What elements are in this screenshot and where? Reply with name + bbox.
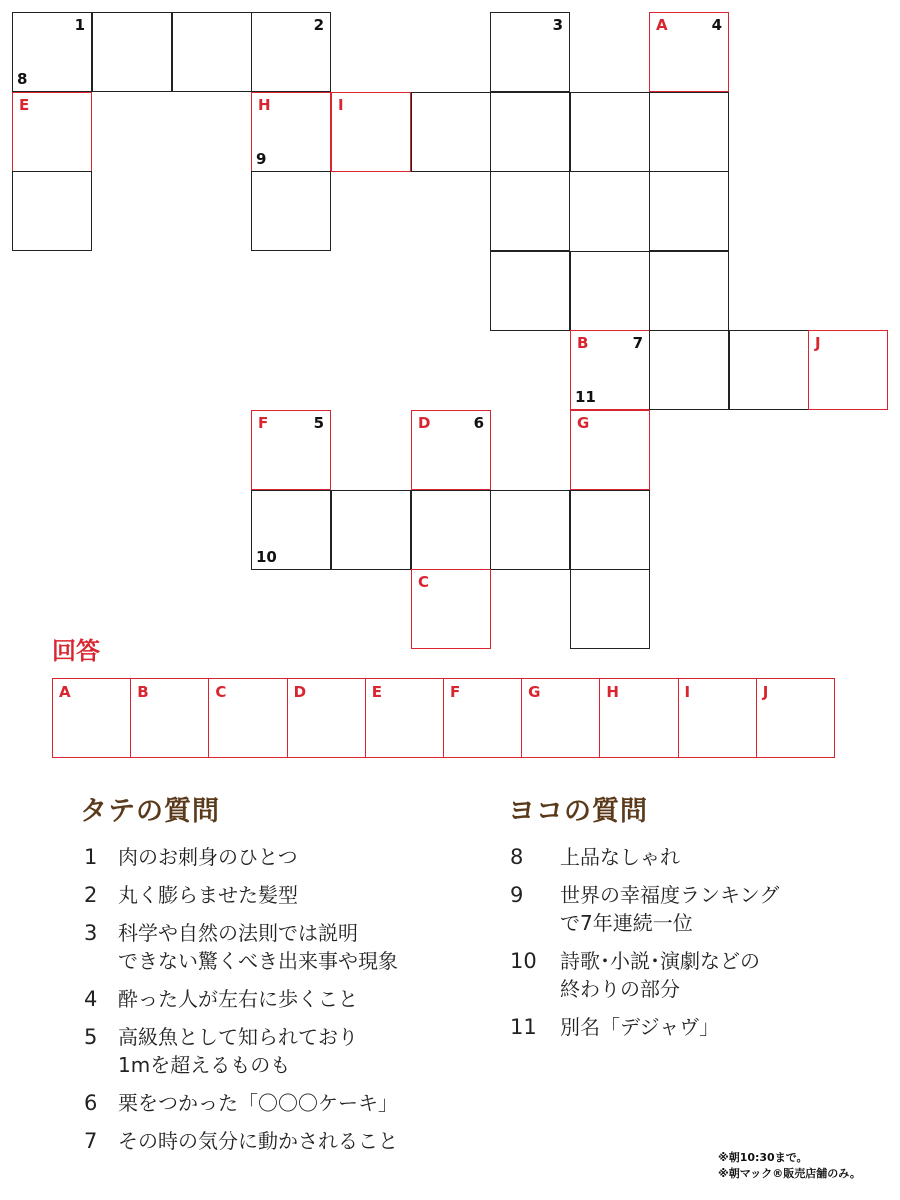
- clue-number: 3: [84, 921, 98, 945]
- cell-letter: G: [577, 414, 590, 432]
- clue-text: 酔った人が左右に歩くこと: [118, 987, 358, 1011]
- down-clue-list: [84, 843, 484, 1165]
- cell-number: 4: [711, 16, 722, 34]
- crossword-cell[interactable]: [649, 171, 729, 251]
- crossword-cell[interactable]: [331, 490, 411, 570]
- clue-number: 4: [84, 987, 98, 1011]
- cell-number: 1: [74, 16, 85, 34]
- cell-letter: C: [418, 573, 430, 591]
- crossword-cell[interactable]: [411, 92, 491, 172]
- crossword-cell[interactable]: [92, 12, 172, 92]
- crossword-cell[interactable]: [570, 410, 650, 490]
- clue-item: [84, 843, 484, 871]
- clue-item: [84, 1023, 484, 1079]
- crossword-cell[interactable]: [490, 12, 570, 92]
- clue-item: [84, 1127, 484, 1155]
- crossword-cell[interactable]: [411, 569, 491, 649]
- crossword-cell[interactable]: [251, 171, 331, 251]
- crossword-cell[interactable]: [649, 251, 729, 331]
- answer-box[interactable]: [287, 678, 367, 758]
- answer-title: 回答: [52, 637, 100, 665]
- crossword-cell[interactable]: [570, 569, 650, 649]
- cell-number: 5: [313, 414, 324, 432]
- answer-letter: F: [449, 683, 461, 701]
- answer-letter: I: [684, 683, 691, 701]
- crossword-cell[interactable]: [649, 92, 729, 172]
- clue-text: 科学や自然の法則では説明 できない驚くべき出来事や現象: [118, 921, 398, 973]
- clue-number: 6: [84, 1091, 98, 1115]
- cell-number: 2: [313, 16, 324, 34]
- crossword-cell[interactable]: [490, 92, 570, 172]
- down-heading: タテの質問: [80, 796, 220, 827]
- clue-item: [84, 881, 484, 909]
- clue-number: 9: [510, 883, 524, 907]
- clue-text: 栗をつかった「〇〇〇ケーキ」: [118, 1091, 398, 1115]
- clue-text: 別名「デジャヴ」: [560, 1015, 720, 1039]
- answer-letter: C: [215, 683, 227, 701]
- answer-box[interactable]: [599, 678, 679, 758]
- crossword-cell[interactable]: [570, 490, 650, 570]
- clue-number: 7: [84, 1129, 98, 1153]
- clue-text: 高級魚として知られており 1mを超えるものも: [118, 1025, 358, 1077]
- clue-text: その時の気分に動かされること: [118, 1129, 398, 1153]
- across-heading: ヨコの質問: [508, 796, 648, 827]
- cell-letter: E: [19, 96, 30, 114]
- cell-letter: D: [418, 414, 431, 432]
- clue-item: [510, 1013, 870, 1041]
- clue-item: [510, 881, 870, 937]
- crossword-cell[interactable]: [251, 92, 331, 172]
- footnote: ※朝マック®販売店舗のみ。: [718, 1167, 861, 1180]
- clue-number: 11: [510, 1015, 537, 1039]
- answer-letter: G: [528, 683, 541, 701]
- crossword-cell[interactable]: [570, 251, 650, 331]
- answer-letter: J: [762, 683, 769, 701]
- clue-number: 1: [84, 845, 98, 869]
- across-clue-list: [510, 843, 870, 1051]
- crossword-cell[interactable]: [12, 92, 92, 172]
- crossword-cell[interactable]: [12, 171, 92, 251]
- crossword-cell[interactable]: [251, 12, 331, 92]
- crossword-cell[interactable]: [12, 12, 92, 92]
- clue-text: 世界の幸福度ランキング で7年連続一位: [560, 883, 780, 935]
- clue-number: 5: [84, 1025, 98, 1049]
- answer-letter: D: [293, 683, 307, 701]
- cell-number: 6: [473, 414, 484, 432]
- crossword-cell[interactable]: [490, 251, 570, 331]
- answer-box[interactable]: [52, 678, 132, 758]
- cell-number: 9: [256, 150, 267, 168]
- clue-item: [510, 843, 870, 871]
- answer-letter: B: [137, 683, 149, 701]
- clue-item: [510, 947, 870, 1003]
- answer-box[interactable]: [365, 678, 445, 758]
- clue-text: 丸く膨らませた髪型: [118, 883, 298, 907]
- crossword-cell[interactable]: [251, 490, 331, 570]
- cell-number: 3: [552, 16, 563, 34]
- clue-item: [84, 919, 484, 975]
- clue-text: 詩歌･小説･演劇などの 終わりの部分: [560, 949, 760, 1001]
- crossword-cell[interactable]: [490, 490, 570, 570]
- answer-letter: E: [371, 683, 382, 701]
- crossword-cell[interactable]: [649, 330, 729, 410]
- crossword-cell[interactable]: [649, 12, 729, 92]
- answer-box[interactable]: [130, 678, 210, 758]
- clue-number: 10: [510, 949, 537, 973]
- crossword-cell[interactable]: [570, 330, 650, 410]
- cell-letter: H: [258, 96, 271, 114]
- cell-letter: A: [656, 16, 668, 34]
- crossword-cell[interactable]: [251, 410, 331, 490]
- crossword-cell[interactable]: [172, 12, 252, 92]
- cell-letter: B: [577, 334, 589, 352]
- clue-text: 肉のお刺身のひとつ: [118, 845, 298, 869]
- footnote: ※朝10:30まで。: [718, 1151, 808, 1164]
- crossword-cell[interactable]: [490, 171, 570, 251]
- answer-box[interactable]: [756, 678, 836, 758]
- crossword-cell[interactable]: [411, 410, 491, 490]
- crossword-cell[interactable]: [411, 490, 491, 570]
- crossword-cell[interactable]: [729, 330, 809, 410]
- cell-number: 7: [632, 334, 643, 352]
- cell-number: 8: [17, 70, 28, 88]
- cell-letter: F: [258, 414, 269, 432]
- cell-number: 10: [256, 548, 277, 566]
- answer-letter: A: [59, 683, 71, 701]
- clue-item: [84, 985, 484, 1013]
- answer-letter: H: [606, 683, 619, 701]
- footnotes: [718, 1150, 861, 1182]
- answer-box[interactable]: [678, 678, 758, 758]
- answer-box[interactable]: [521, 678, 601, 758]
- clue-item: [84, 1089, 484, 1117]
- answer-box[interactable]: [443, 678, 523, 758]
- cell-letter: J: [815, 334, 821, 352]
- crossword-cell[interactable]: [331, 92, 411, 172]
- clue-number: 8: [510, 845, 524, 869]
- clue-text: 上品なしゃれ: [560, 845, 680, 869]
- answer-row: [52, 678, 849, 758]
- cell-number: 11: [575, 388, 596, 406]
- clue-number: 2: [84, 883, 98, 907]
- crossword-cell[interactable]: [570, 92, 650, 172]
- cell-letter: I: [338, 96, 344, 114]
- crossword-cell[interactable]: [808, 330, 888, 410]
- answer-box[interactable]: [208, 678, 288, 758]
